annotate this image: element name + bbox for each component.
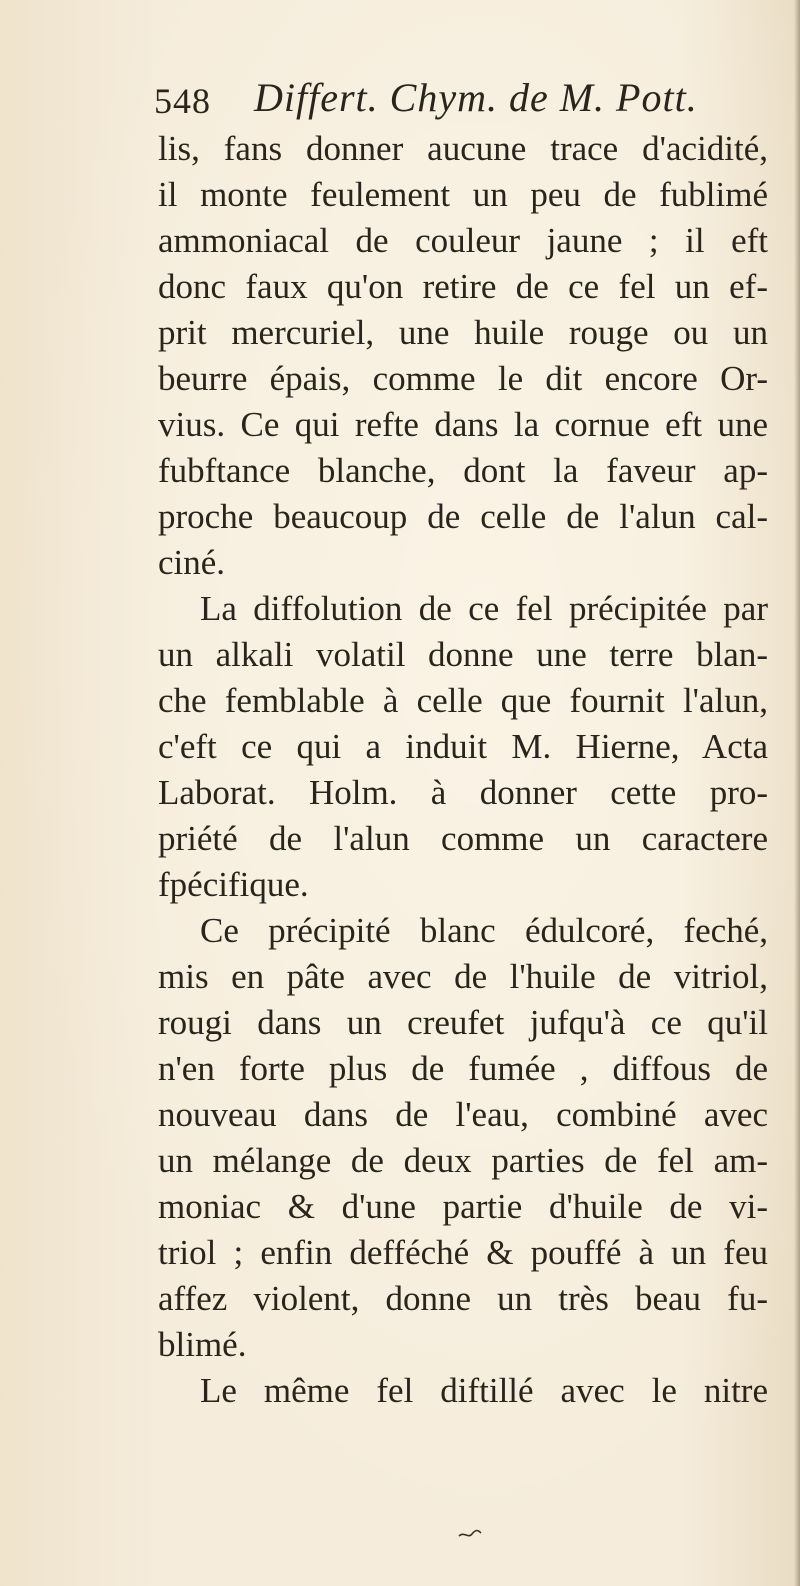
text-line: fpécifique. <box>158 865 309 904</box>
text-line: Laborat. Holm. à donner cette pro- <box>158 773 768 812</box>
text-line: ammoniacal de couleur jaune ; il eft <box>158 221 768 260</box>
page-number: 548 <box>154 81 211 121</box>
running-title: Differt. Chym. de M. Pott. <box>254 75 698 120</box>
text-line: lis, fans donner aucune trace d'acidité, <box>158 129 768 168</box>
text-line: triol ; enfin defféché & pouffé à un feu <box>158 1233 768 1272</box>
text-line: beurre épais, comme le dit encore Or- <box>158 359 768 398</box>
text-line: mis en pâte avec de l'huile de vitriol, <box>158 957 768 996</box>
text-line: nouveau dans de l'eau, combiné avec <box>158 1095 768 1134</box>
text-line: il monte feulement un peu de fublimé <box>158 175 768 214</box>
text-line: priété de l'alun comme un caractere <box>158 819 768 858</box>
text-line: n'en forte plus de fumée , diffous de <box>158 1049 768 1088</box>
text-line: fubftance blanche, dont la faveur ap- <box>158 451 768 490</box>
text-line: ciné. <box>158 543 226 582</box>
text-line: un mélange de deux parties de fel am- <box>158 1141 768 1180</box>
text-line: proche beaucoup de celle de l'alun cal- <box>158 497 768 536</box>
text-line: Ce précipité blanc édulcoré, feché, <box>200 911 768 950</box>
text-line: vius. Ce qui refte dans la cornue eft une <box>158 405 768 444</box>
page-header <box>154 74 714 128</box>
text-line: prit mercuriel, une huile rouge ou un <box>158 313 768 352</box>
text-line: affez violent, donne un très beau fu- <box>158 1279 768 1318</box>
text-line: Le même fel diftillé avec le nitre <box>200 1371 768 1410</box>
body-text <box>158 126 768 1414</box>
text-line: rougi dans un creufet jufqu'à ce qu'il <box>158 1003 768 1042</box>
text-line: donc faux qu'on retire de ce fel un ef- <box>158 267 768 306</box>
page-edge-shadow <box>794 0 800 1586</box>
text-line: c'eft ce qui a induit M. Hierne, Acta <box>158 727 768 766</box>
text-line: che femblable à celle que fournit l'alun, <box>158 681 768 720</box>
text-line: La diffolution de ce fel précipitée par <box>200 589 768 628</box>
text-line: moniac & d'une partie d'huile de vi- <box>158 1187 768 1226</box>
text-line: blimé. <box>158 1325 247 1364</box>
text-line: un alkali volatil donne une terre blan- <box>158 635 768 674</box>
tail-ornament-icon <box>458 1528 482 1540</box>
